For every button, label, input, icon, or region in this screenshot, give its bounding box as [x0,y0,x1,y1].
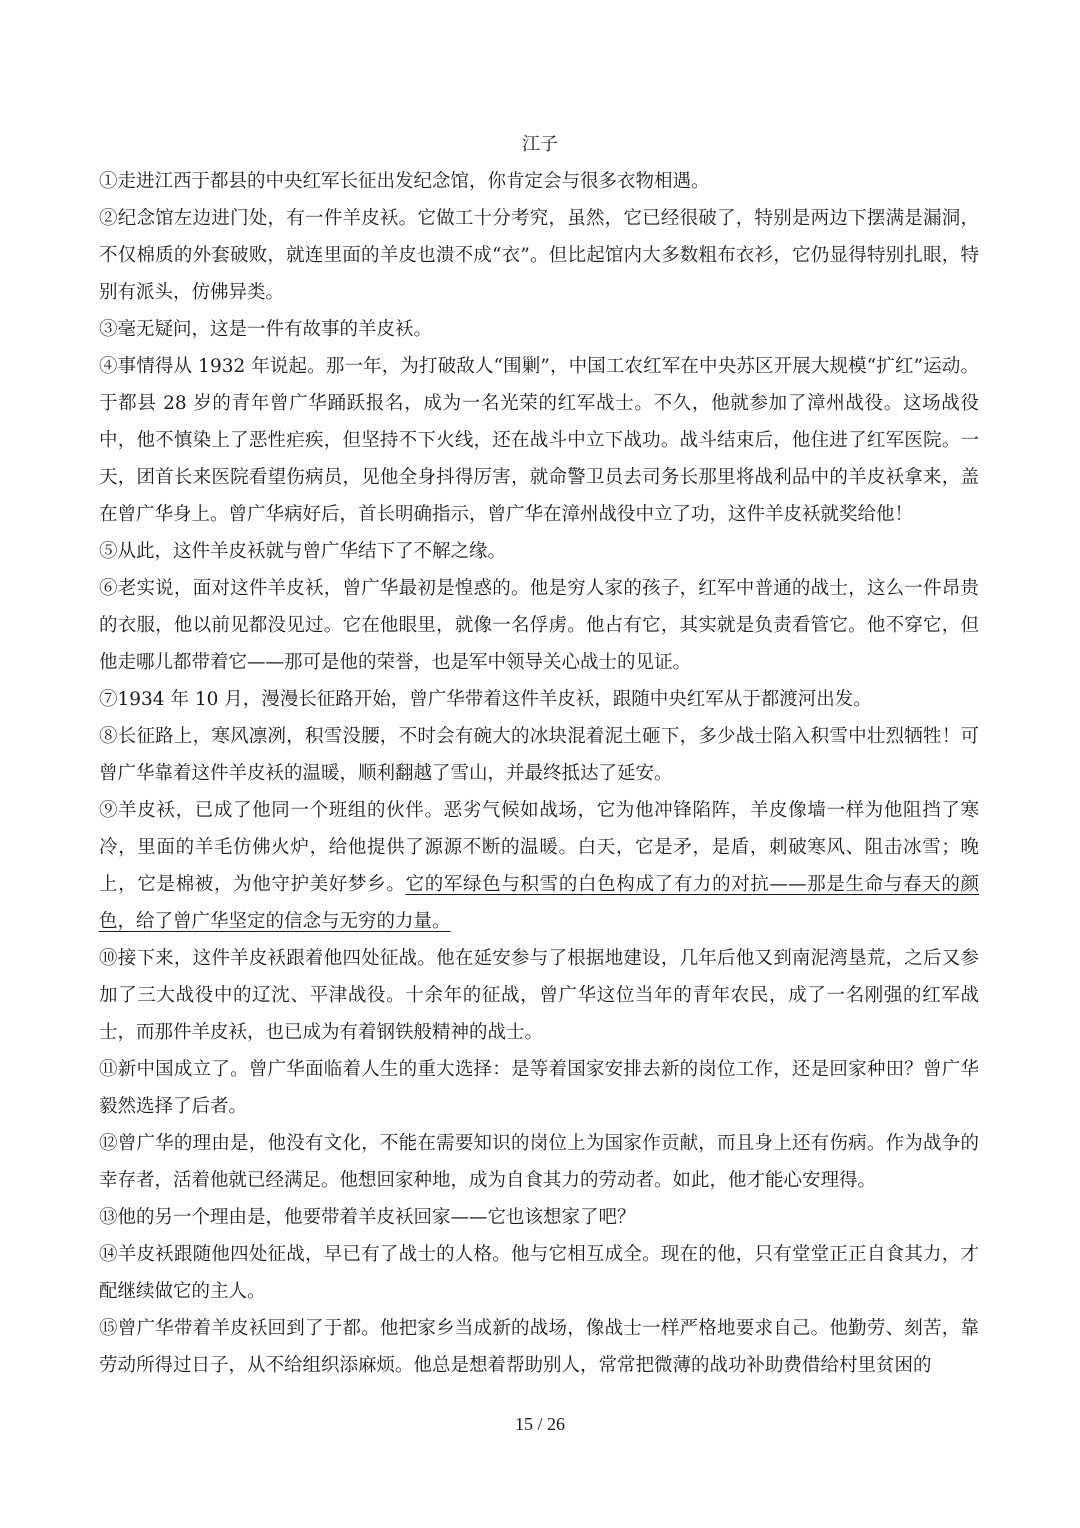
paragraph-9 [99,792,979,940]
underlined-sentence: 它的军绿色与积雪的白色构成了有力的对抗——那是生命与春天的颜色，给了曾广华坚定的信念与无穷的力量。 [99,874,979,932]
article-body [99,163,979,1384]
paragraph-2: ②纪念馆左边进门处，有一件羊皮袄。它做工十分考究，虽然，它已经很破了，特别是两边下摆满是漏洞，不仅棉质的外套破败，就连里面的羊皮也溃不成“衣”。但比起馆内大多数粗布衣衫，它仍显得特别扎眼，特别有派头，仿佛异类。 [99,208,979,303]
paragraph-6: ⑥老实说，面对这件羊皮袄，曾广华最初是惶惑的。他是穷人家的孩子，红军中普通的战士，这么一件昂贵的衣服，他以前见都没见过。它在他眼里，就像一名俘虏。他占有它，其实就是负责看管它。他不穿它，但他走哪儿都带着它——那可是他的荣誉，也是军中领导关心战士的见证。 [99,578,979,673]
paragraph-12: ⑫曾广华的理由是，他没有文化，不能在需要知识的岗位上为国家作贡献，而且身上还有伤病。作为战争的幸存者，活着他就已经满足。他想回家种地，成为自食其力的劳动者。如此，他才能心安理得。 [99,1133,979,1191]
paragraph-1: ①走进江西于都县的中央红军长征出发纪念馆，你肯定会与很多衣物相遇。 [99,171,710,192]
paragraph-11: ⑪新中国成立了。曾广华面临着人生的重大选择：是等着国家安排去新的岗位工作，还是回家种田？曾广华毅然选择了后者。 [99,1059,979,1117]
paragraph-9-text: ⑨羊皮袄，已成了他同一个班组的伙伴。恶劣气候如战场，它为他冲锋陷阵，羊皮像墙一样为他阻挡了寒冷，里面的羊毛仿佛火炉，给他提供了源源不断的温暖。白天，它是矛，是盾，刺破寒风、阻击冰雪；晚上，它是棉被，为他守护美好梦乡。 [99,800,979,895]
paragraph-10: ⑩接下来，这件羊皮袄跟着他四处征战。他在延安参与了根据地建设，几年后他又到南泥湾垦荒，之后又参加了三大战役中的辽沈、平津战役。十余年的征战，曾广华这位当年的青年农民，成了一名刚强的红军战士，而那件羊皮袄，也已成为有着钢铁般精神的战士。 [99,948,979,1043]
paragraph-4: ④事情得从 1932 年说起。那一年，为打破敌人“围剿”，中国工农红军在中央苏区开展大规模“扩红”运动。于都县 28 岁的青年曾广华踊跃报名，成为一名光荣的红军战士。不久，他就参加了漳州战役。这场战役中，他不慎染上了恶性疟疾，但坚持不下火线，还在战斗中立下战功。战斗结束后，他住进了红军医院。一天，团首长来医院看望伤病员，见他全身抖得厉害，就命警卫员去司务长那里将战利品中的羊皮袄拿来，盖在曾广华身上。曾广华病好后，首长明确指示，曾广华在漳州战役中立了功，这件羊皮袄就奖给他！ [99,356,979,525]
paragraph-5: ⑤从此，这件羊皮袄就与曾广华结下了不解之缘。 [99,541,507,562]
paragraph-7: ⑦1934 年 10 月，漫漫长征路开始，曾广华带着这件羊皮袄，跟随中央红军从于都渡河出发。 [99,689,872,710]
page-number: 15 / 26 [514,1414,565,1434]
paragraph-14: ⑭羊皮袄跟随他四处征战，早已有了战士的人格。他与它相互成全。现在的他，只有堂堂正正自食其力，才配继续做它的主人。 [99,1244,979,1302]
author-name: 江子 [522,134,558,155]
paragraph-3: ③毫无疑问，这是一件有故事的羊皮袄。 [99,319,433,340]
paragraph-15: ⑮曾广华带着羊皮袄回到了于都。他把家乡当成新的战场，像战士一样严格地要求自己。他勤劳、刻苦，靠劳动所得过日子，从不给组织添麻烦。他总是想着帮助别人，常常把微薄的战功补助费借给村里贫困的 [99,1318,979,1376]
paragraph-13: ⑬他的另一个理由是，他要带着羊皮袄回家——它也该想家了吧？ [99,1207,636,1228]
paragraph-8: ⑧长征路上，寒风凛冽，积雪没腰，不时会有碗大的冰块混着泥土砸下，多少战士陷入积雪中壮烈牺牲！可曾广华靠着这件羊皮袄的温暖，顺利翻越了雪山，并最终抵达了延安。 [99,726,979,784]
